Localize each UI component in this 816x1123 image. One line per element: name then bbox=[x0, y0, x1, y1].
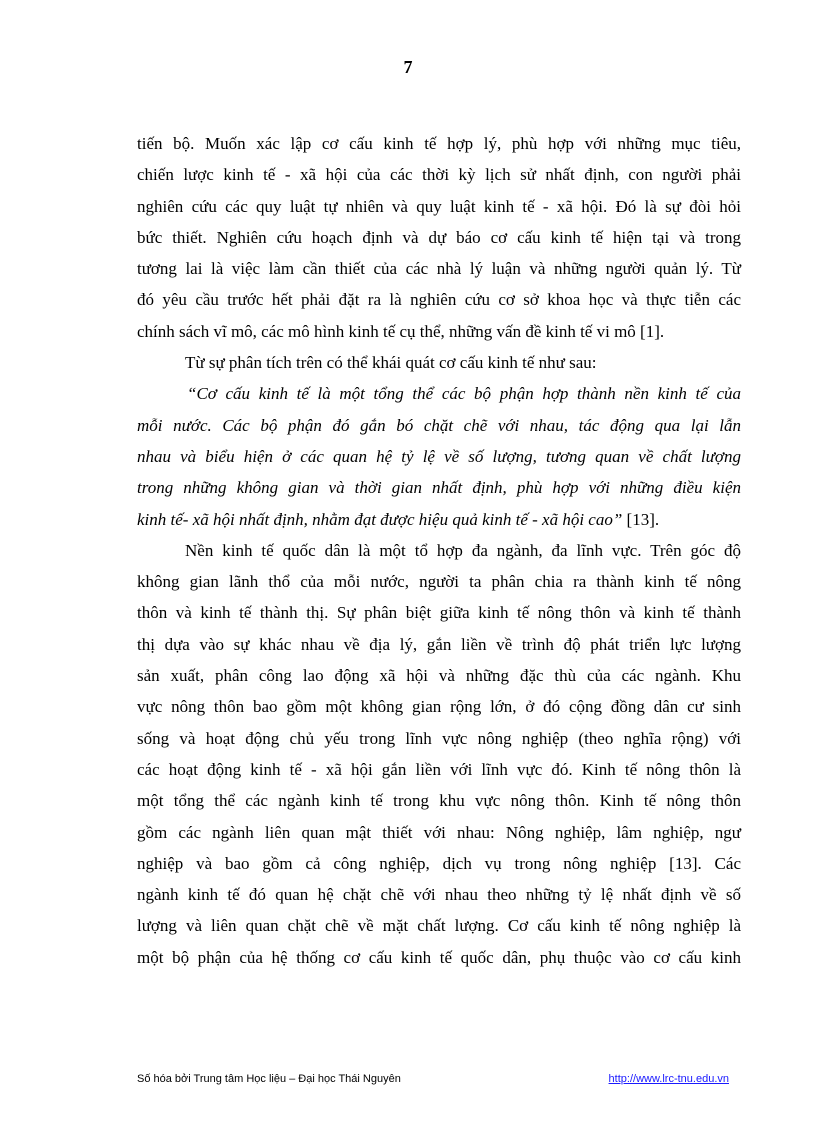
paragraph-line: bức thiết. Nghiên cứu hoạch định và dự báo cơ cấu kinh tế hiện tại và trong bbox=[137, 227, 741, 247]
body-text bbox=[137, 128, 741, 973]
quote-text: kinh tế- xã hội nhất định, nhằm đạt được hiệu quả kinh tế - xã hội cao” bbox=[137, 509, 623, 529]
paragraph-line: một tổng thể các ngành kinh tế trong khu vực nông thôn. Kinh tế nông thôn bbox=[137, 791, 741, 811]
quote-line bbox=[137, 504, 741, 535]
paragraph-line: sản xuất, phân công lao động xã hội và những đặc thù của các ngành. Khu bbox=[137, 666, 741, 686]
paragraph-line: một bộ phận của hệ thống cơ cấu kinh tế quốc dân, phụ thuộc vào cơ cấu kinh bbox=[137, 947, 741, 967]
paragraph-line: lượng và liên quan chặt chẽ về mặt chất lượng. Cơ cấu kinh tế nông nghiệp là bbox=[137, 916, 741, 936]
paragraph-line: Nền kinh tế quốc dân là một tổ hợp đa ngành, đa lĩnh vực. Trên góc độ bbox=[185, 540, 741, 560]
quote-line: “Cơ cấu kinh tế là một tổng thể các bộ phận hợp thành nền kinh tế của bbox=[187, 384, 741, 404]
paragraph-line: vực nông thôn bao gồm một không gian rộng lớn, ở đó cộng đồng dân cư sinh bbox=[137, 697, 741, 717]
paragraph-line: đó yêu cầu trước hết phải đặt ra là nghiên cứu cơ sở khoa học và thực tiễn các bbox=[137, 290, 741, 310]
paragraph-line: tương lai là việc làm cần thiết của các nhà lý luận và những người quản lý. Từ bbox=[137, 259, 741, 279]
paragraph-line: nghiên cứu các quy luật tự nhiên và quy luật kinh tế - xã hội. Đó là sự đòi hỏi bbox=[137, 196, 741, 216]
footer-source-text: Số hóa bởi Trung tâm Học liệu – Đại học Thái Nguyên bbox=[137, 1073, 401, 1085]
citation: [13]. bbox=[622, 509, 660, 529]
paragraph-line: ngành kinh tế đó quan hệ chặt chẽ với nhau theo những tỷ lệ nhất định về số bbox=[137, 885, 741, 905]
quote-line: mỗi nước. Các bộ phận đó gắn bó chặt chẽ với nhau, tác động qua lại lẫn bbox=[137, 415, 741, 435]
paragraph-line: nghiệp và bao gồm cả công nghiệp, dịch vụ trong nông nghiệp [13]. Các bbox=[137, 853, 741, 873]
quote-line: trong những không gian và thời gian nhất định, phù hợp với những điều kiện bbox=[137, 478, 741, 498]
paragraph-line: gồm các ngành liên quan mật thiết với nhau: Nông nghiệp, lâm nghiệp, ngư bbox=[137, 822, 741, 842]
page-footer bbox=[137, 1073, 729, 1089]
paragraph-line: chính sách vĩ mô, các mô hình kinh tế cụ thể, những vấn đề kinh tế vi mô [1]. bbox=[137, 321, 665, 341]
paragraph-line: chiến lược kinh tế - xã hội của các thời kỳ lịch sử nhất định, con người phải bbox=[137, 165, 741, 185]
paragraph-line: Từ sự phân tích trên có thể khái quát cơ cấu kinh tế như sau: bbox=[185, 353, 597, 373]
footer-link[interactable]: http://www.lrc-tnu.edu.vn bbox=[608, 1073, 729, 1085]
paragraph-line: thị dựa vào sự khác nhau về địa lý, gắn liền về trình độ phát triển lực lượng bbox=[137, 634, 741, 654]
paragraph-line: thôn và kinh tế thành thị. Sự phân biệt giữa kinh tế nông thôn và kinh tế thành bbox=[137, 603, 741, 623]
paragraph-line: không gian lãnh thổ của mỗi nước, người ta phân chia ra thành kinh tế nông bbox=[137, 572, 741, 592]
quote-line: nhau và biểu hiện ở các quan hệ tỷ lệ về số lượng, tương quan về chất lượng bbox=[137, 446, 741, 466]
paragraph-line: tiến bộ. Muốn xác lập cơ cấu kinh tế hợp lý, phù hợp với những mục tiêu, bbox=[137, 134, 741, 153]
paragraph-line: các hoạt động kinh tế - xã hội gắn liền với lĩnh vực đó. Kinh tế nông thôn là bbox=[137, 759, 741, 779]
page-number: 7 bbox=[403, 57, 413, 77]
paragraph-line: sống và hoạt động chủ yếu trong lĩnh vực nông nghiệp (theo nghĩa rộng) với bbox=[137, 728, 741, 748]
